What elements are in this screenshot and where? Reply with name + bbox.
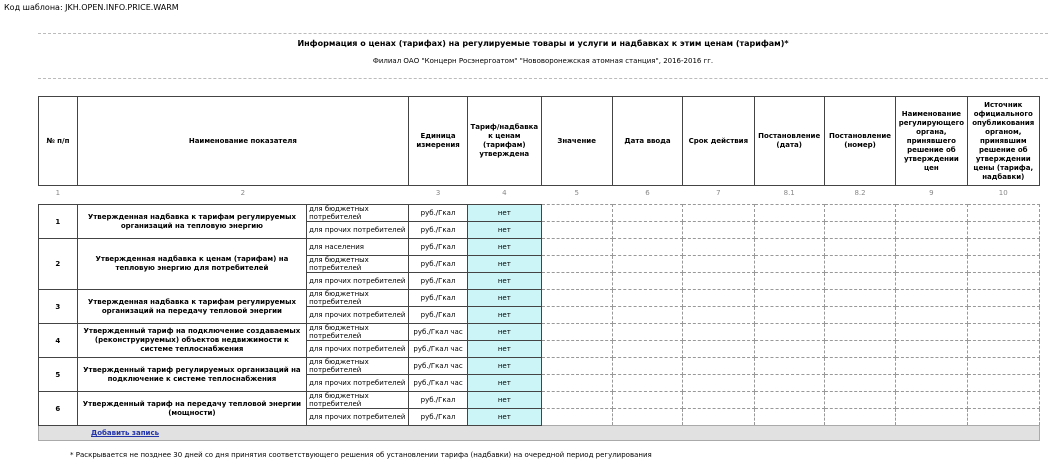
period-cell[interactable] (683, 324, 754, 341)
header-authority: Наименование регулирующего органа, принявшего решение об утверждении цен (896, 97, 967, 186)
source-cell[interactable] (967, 205, 1039, 222)
tariff-approved-cell[interactable]: нет (468, 222, 541, 239)
date-input-cell[interactable] (612, 324, 682, 341)
tariff-approved-cell[interactable]: нет (468, 205, 541, 222)
row-number: 2 (39, 239, 78, 290)
tariff-approved-cell[interactable]: нет (468, 256, 541, 273)
decree-num-cell[interactable] (824, 392, 895, 409)
authority-cell[interactable] (896, 222, 967, 239)
source-cell[interactable] (967, 375, 1039, 392)
decree-date-cell[interactable] (754, 409, 824, 426)
unit-cell: руб./Гкал (409, 205, 468, 222)
source-cell[interactable] (967, 341, 1039, 358)
tariff-approved-cell[interactable]: нет (468, 307, 541, 324)
authority-cell[interactable] (896, 307, 967, 324)
header-decree-num: Постановление (номер) (824, 97, 895, 186)
header-divider (38, 78, 1048, 79)
period-cell[interactable] (683, 205, 754, 222)
decree-date-cell[interactable] (754, 290, 824, 307)
date-input-cell[interactable] (612, 239, 682, 256)
period-cell[interactable] (683, 375, 754, 392)
source-cell[interactable] (967, 222, 1039, 239)
decree-num-cell[interactable] (824, 409, 895, 426)
period-cell[interactable] (683, 409, 754, 426)
period-cell[interactable] (683, 222, 754, 239)
column-number: 9 (929, 189, 934, 197)
source-cell[interactable] (967, 273, 1039, 290)
unit-cell: руб./Гкал (409, 307, 468, 324)
value-cell[interactable] (541, 205, 612, 222)
authority-cell[interactable] (896, 205, 967, 222)
column-number: 8.2 (854, 189, 866, 197)
authority-cell[interactable] (896, 409, 967, 426)
decree-num-cell[interactable] (824, 307, 895, 324)
consumer-category: для бюджетных потребителей (307, 392, 409, 409)
date-input-cell[interactable] (612, 205, 682, 222)
source-cell[interactable] (967, 409, 1039, 426)
header-period: Срок действия (683, 97, 754, 186)
value-cell[interactable] (541, 324, 612, 341)
footnote: * Раскрывается не позднее 30 дней со дня принятия соответствующего решения об установлении тарифа (надбавки) на очередной период регулирования (70, 451, 652, 459)
date-input-cell[interactable] (612, 341, 682, 358)
consumer-category: для бюджетных потребителей (307, 324, 409, 341)
decree-date-cell[interactable] (754, 392, 824, 409)
decree-date-cell[interactable] (754, 273, 824, 290)
column-number: 5 (574, 189, 579, 197)
tariff-approved-cell[interactable]: нет (468, 341, 541, 358)
period-cell[interactable] (683, 273, 754, 290)
authority-cell[interactable] (896, 358, 967, 375)
authority-cell[interactable] (896, 256, 967, 273)
decree-date-cell[interactable] (754, 307, 824, 324)
column-number: 4 (502, 189, 507, 197)
decree-date-cell[interactable] (754, 222, 824, 239)
header-decree-date: Постановление (дата) (754, 97, 824, 186)
decree-num-cell[interactable] (824, 375, 895, 392)
value-cell[interactable] (541, 307, 612, 324)
template-code: Код шаблона: JKH.OPEN.INFO.PRICE.WARM (4, 3, 179, 12)
unit-cell: руб./Гкал час (409, 341, 468, 358)
row-number: 6 (39, 392, 78, 426)
consumer-category: для бюджетных потребителей (307, 358, 409, 375)
header-unit: Единица измерения (409, 97, 468, 186)
consumer-category: для прочих потребителей (307, 409, 409, 426)
column-number-row (39, 186, 1040, 201)
unit-cell: руб./Гкал (409, 222, 468, 239)
period-cell[interactable] (683, 358, 754, 375)
indicator-name: Утвержденный тариф регулируемых организаций на подключение к системе теплоснабжения (77, 358, 306, 392)
source-cell[interactable] (967, 256, 1039, 273)
date-input-cell[interactable] (612, 290, 682, 307)
decree-num-cell[interactable] (824, 324, 895, 341)
indicator-name: Утвержденный тариф на подключение создаваемых (реконструируемых) объектов недвижимости к системе теплоснабжения (77, 324, 306, 358)
decree-date-cell[interactable] (754, 256, 824, 273)
consumer-category: для бюджетных потребителей (307, 205, 409, 222)
consumer-category: для бюджетных потребителей (307, 256, 409, 273)
header-name: Наименование показателя (77, 97, 408, 186)
unit-cell: руб./Гкал (409, 409, 468, 426)
decree-num-cell[interactable] (824, 205, 895, 222)
table-row (39, 239, 1040, 256)
unit-cell: руб./Гкал час (409, 358, 468, 375)
unit-cell: руб./Гкал час (409, 324, 468, 341)
table-row (39, 290, 1040, 307)
header-value: Значение (541, 97, 612, 186)
add-record-row (39, 426, 1040, 441)
value-cell[interactable] (541, 256, 612, 273)
period-cell[interactable] (683, 239, 754, 256)
source-cell[interactable] (967, 392, 1039, 409)
unit-cell: руб./Гкал час (409, 375, 468, 392)
value-cell[interactable] (541, 375, 612, 392)
period-cell[interactable] (683, 307, 754, 324)
page-subtitle: Филиал ОАО "Концерн Росэнергоатом" "Нововоронежская атомная станция", 2016-2016 гг. (372, 57, 714, 65)
decree-num-cell[interactable] (824, 256, 895, 273)
period-cell[interactable] (683, 290, 754, 307)
authority-cell[interactable] (896, 239, 967, 256)
authority-cell[interactable] (896, 341, 967, 358)
consumer-category: для прочих потребителей (307, 307, 409, 324)
consumer-category: для населения (307, 239, 409, 256)
decree-num-cell[interactable] (824, 222, 895, 239)
decree-date-cell[interactable] (754, 358, 824, 375)
decree-num-cell[interactable] (824, 239, 895, 256)
add-record-cell (39, 426, 1040, 441)
column-number: 7 (716, 189, 721, 197)
decree-date-cell[interactable] (754, 375, 824, 392)
decree-date-cell[interactable] (754, 341, 824, 358)
column-number: 3 (435, 189, 441, 197)
date-input-cell[interactable] (612, 273, 682, 290)
authority-cell[interactable] (896, 290, 967, 307)
indicator-name: Утвержденная надбавка к тарифам регулируемых организаций на передачу тепловой энергии (77, 290, 306, 324)
tariff-approved-cell[interactable]: нет (468, 239, 541, 256)
header-num: № п/п (39, 97, 78, 186)
table-row (39, 392, 1040, 409)
period-cell[interactable] (683, 392, 754, 409)
decree-num-cell[interactable] (824, 273, 895, 290)
decree-num-cell[interactable] (824, 290, 895, 307)
top-divider (38, 33, 1048, 34)
table-row (39, 358, 1040, 375)
tariff-approved-cell[interactable]: нет (468, 290, 541, 307)
consumer-category: для прочих потребителей (307, 222, 409, 239)
value-cell[interactable] (541, 239, 612, 256)
consumer-category: для прочих потребителей (307, 273, 409, 290)
unit-cell: руб./Гкал (409, 239, 468, 256)
header-source: Источник официального опубликования органом, принявшим решение об утверждении цены (тарифа, надбавки) (967, 97, 1039, 186)
date-input-cell[interactable] (612, 409, 682, 426)
tariff-approved-cell[interactable]: нет (468, 273, 541, 290)
consumer-category: для прочих потребителей (307, 341, 409, 358)
date-input-cell[interactable] (612, 256, 682, 273)
row-number: 1 (39, 205, 78, 239)
source-cell[interactable] (967, 290, 1039, 307)
consumer-category: для бюджетных потребителей (307, 290, 409, 307)
column-number: 1 (55, 189, 61, 197)
unit-cell: руб./Гкал (409, 273, 468, 290)
tariff-approved-cell[interactable]: нет (468, 375, 541, 392)
add-record-link[interactable]: Добавить запись (91, 429, 160, 437)
period-cell[interactable] (683, 341, 754, 358)
tariff-approved-cell[interactable]: нет (468, 409, 541, 426)
date-input-cell[interactable] (612, 358, 682, 375)
date-input-cell[interactable] (612, 307, 682, 324)
value-cell[interactable] (541, 290, 612, 307)
header-tariff: Тариф/надбавка к ценам (тарифам) утверждена (468, 97, 541, 186)
tariff-approved-cell[interactable]: нет (468, 392, 541, 409)
value-cell[interactable] (541, 392, 612, 409)
row-number: 5 (39, 358, 78, 392)
indicator-name: Утвержденная надбавка к ценам (тарифам) на тепловую энергию для потребителей (77, 239, 306, 290)
date-input-cell[interactable] (612, 222, 682, 239)
source-cell[interactable] (967, 307, 1039, 324)
decree-date-cell[interactable] (754, 239, 824, 256)
tariff-approved-cell[interactable]: нет (468, 358, 541, 375)
value-cell[interactable] (541, 222, 612, 239)
authority-cell[interactable] (896, 375, 967, 392)
table-row (39, 324, 1040, 341)
authority-cell[interactable] (896, 392, 967, 409)
unit-cell: руб./Гкал (409, 256, 468, 273)
header-date-input: Дата ввода (612, 97, 682, 186)
unit-cell: руб./Гкал (409, 392, 468, 409)
unit-cell: руб./Гкал (409, 290, 468, 307)
indicator-name: Утвержденный тариф на передачу тепловой энергии (мощности) (77, 392, 306, 426)
consumer-category: для прочих потребителей (307, 375, 409, 392)
authority-cell[interactable] (896, 324, 967, 341)
column-number: 8.1 (783, 189, 795, 197)
decree-num-cell[interactable] (824, 341, 895, 358)
row-number: 3 (39, 290, 78, 324)
tariff-approved-cell[interactable]: нет (468, 324, 541, 341)
date-input-cell[interactable] (612, 392, 682, 409)
decree-num-cell[interactable] (824, 358, 895, 375)
row-number: 4 (39, 324, 78, 358)
source-cell[interactable] (967, 324, 1039, 341)
indicator-name: Утвержденная надбавка к тарифам регулируемых организаций на тепловую энергию (77, 205, 306, 239)
value-cell[interactable] (541, 273, 612, 290)
authority-cell[interactable] (896, 273, 967, 290)
value-cell[interactable] (541, 341, 612, 358)
column-number: 10 (998, 189, 1008, 197)
date-input-cell[interactable] (612, 375, 682, 392)
source-cell[interactable] (967, 239, 1039, 256)
value-cell[interactable] (541, 409, 612, 426)
value-cell[interactable] (541, 358, 612, 375)
decree-date-cell[interactable] (754, 205, 824, 222)
table-body (39, 186, 1040, 441)
column-number: 6 (645, 189, 650, 197)
period-cell[interactable] (683, 256, 754, 273)
table-row (39, 205, 1040, 222)
page-title: Информация о ценах (тарифах) на регулируемые товары и услуги и надбавках к этим ценам (тарифам)* (297, 39, 789, 48)
source-cell[interactable] (967, 358, 1039, 375)
price-table (38, 96, 1040, 441)
column-number: 2 (240, 189, 246, 197)
decree-date-cell[interactable] (754, 324, 824, 341)
